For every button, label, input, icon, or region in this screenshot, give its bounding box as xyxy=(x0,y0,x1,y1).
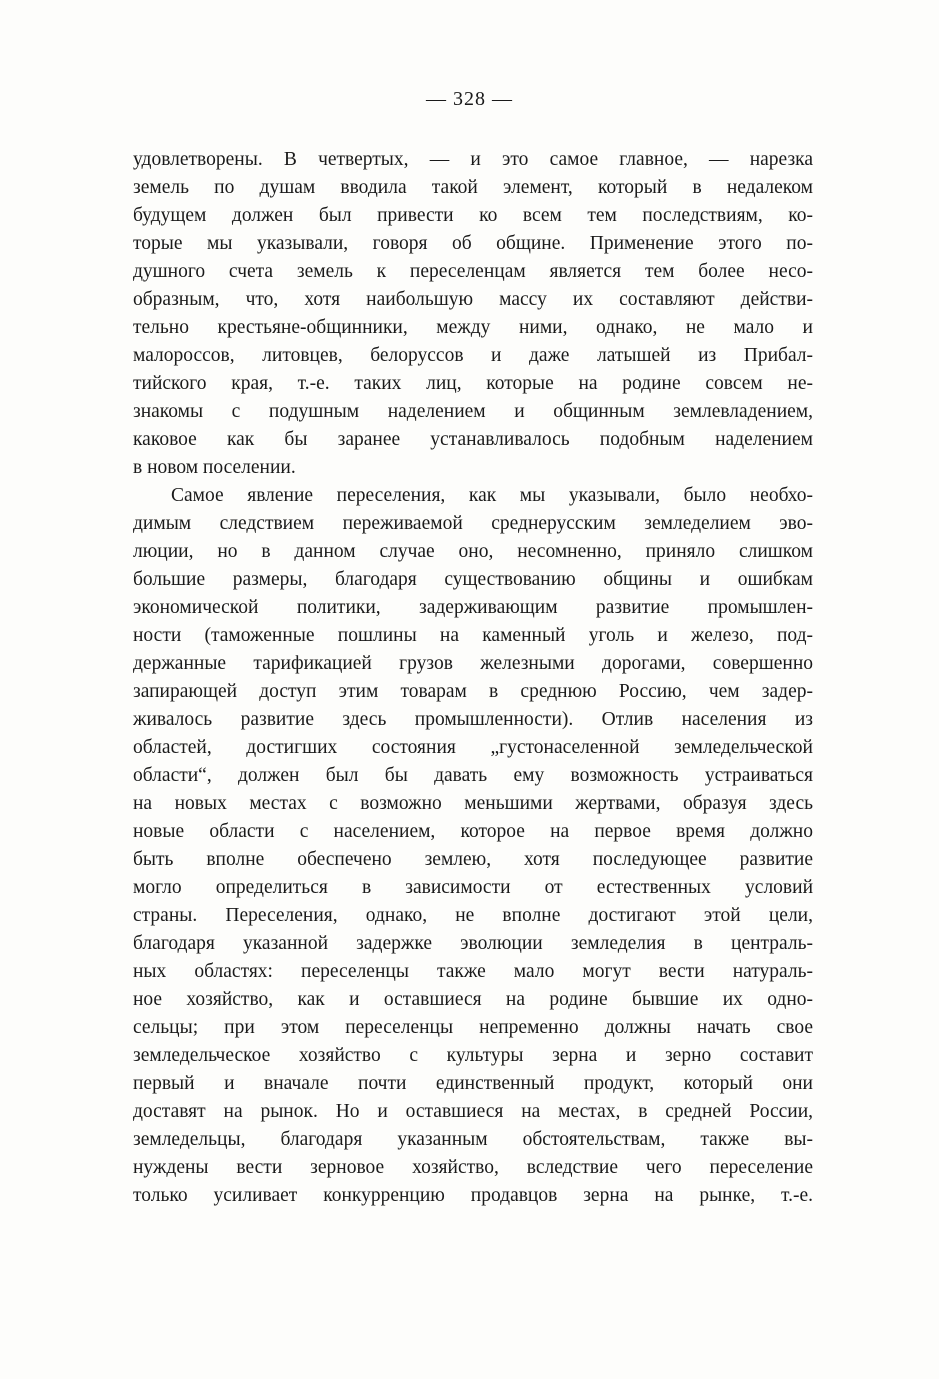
text-line: торые мы указывали, говоря об общине. Применение этого по- xyxy=(133,233,813,254)
text-line: будущем должен был привести ко всем тем последствиям, ко- xyxy=(133,205,813,226)
text-line: знакомы с подушным наделением и общинным землевладением, xyxy=(133,401,813,422)
text-line: нуждены вести зерновое хозяйство, вследствие чего переселение xyxy=(133,1157,813,1178)
text-line: удовлетворены. В четвертых, — и это самое главное, — нарезка xyxy=(133,149,813,170)
text-line: страны. Переселения, однако, не вполне достигают этой цели, xyxy=(133,905,813,926)
body-text xyxy=(133,146,813,1210)
text-line: быть вполне обеспечено землею, хотя последующее развитие xyxy=(133,849,813,870)
paragraph-2 xyxy=(133,482,813,1210)
text-line: экономической политики, задерживающим развитие промышлен- xyxy=(133,597,813,618)
page-number: — 328 — xyxy=(426,88,513,110)
text-line: Самое явление переселения, как мы указывали, было необхо- xyxy=(171,485,813,506)
text-line: живалось развитие здесь промышленности). Отлив населения из xyxy=(133,709,813,730)
text-line: только усиливает конкурренцию продавцов зерна на рынке, т.-е. xyxy=(133,1185,813,1206)
text-line: держанные тарификацией грузов железными дорогами, совершенно xyxy=(133,653,813,674)
text-line: земледельцы, благодаря указанным обстоятельствам, также вы- xyxy=(133,1129,813,1150)
text-line: тельно крестьяне-общинники, между ними, однако, не мало и xyxy=(133,317,813,338)
text-line: земледельческое хозяйство с культуры зерна и зерно составит xyxy=(133,1045,813,1066)
text-line: запирающей доступ этим товарам в среднюю Россию, чем задер- xyxy=(133,681,813,702)
text-line: области“, должен был бы давать ему возможность устраиваться xyxy=(133,765,813,786)
text-line: ных областях: переселенцы также мало могут вести натураль- xyxy=(133,961,813,982)
text-line: могло определиться в зависимости от естественных условий xyxy=(133,877,813,898)
text-line: димым следствием переживаемой среднерусским земледелием эво- xyxy=(133,513,813,534)
text-line: первый и вначале почти единственный продукт, который они xyxy=(133,1073,813,1094)
text-line: на новых местах с возможно меньшими жертвами, образуя здесь xyxy=(133,793,813,814)
text-line: новые области с населением, которое на первое время должно xyxy=(133,821,813,842)
text-line: тийского края, т.-е. таких лиц, которые на родине совсем не- xyxy=(133,373,813,394)
text-line: земель по душам вводила такой элемент, который в недалеком xyxy=(133,177,813,198)
text-line: образным, что, хотя наибольшую массу их составляют действи- xyxy=(133,289,813,310)
text-line: большие размеры, благодаря существованию общины и ошибкам xyxy=(133,569,813,590)
text-line: благодаря указанной задержке эволюции земледелия в централь- xyxy=(133,933,813,954)
text-line: сельцы; при этом переселенцы непременно должны начать свое xyxy=(133,1017,813,1038)
text-line: люции, но в данном случае оно, несомненно, приняло слишком xyxy=(133,541,813,562)
text-line: ности (таможенные пошлины на каменный уголь и железо, под- xyxy=(133,625,813,646)
text-line: областей, достигших состояния „густонаселенной земледельческой xyxy=(133,737,813,758)
text-line: малороссов, литовцев, белоруссов и даже латышей из Прибал- xyxy=(133,345,813,366)
text-line: ное хозяйство, как и оставшиеся на родине бывшие их одно- xyxy=(133,989,813,1010)
text-line: доставят на рынок. Но и оставшиеся на местах, в средней России, xyxy=(133,1101,813,1122)
paragraph-1 xyxy=(133,146,813,482)
text-line: каковое как бы заранее устанавливалось подобным наделением xyxy=(133,429,813,450)
text-line: в новом поселении. xyxy=(133,457,296,478)
text-line: душного счета земель к переселенцам является тем более несо- xyxy=(133,261,813,282)
